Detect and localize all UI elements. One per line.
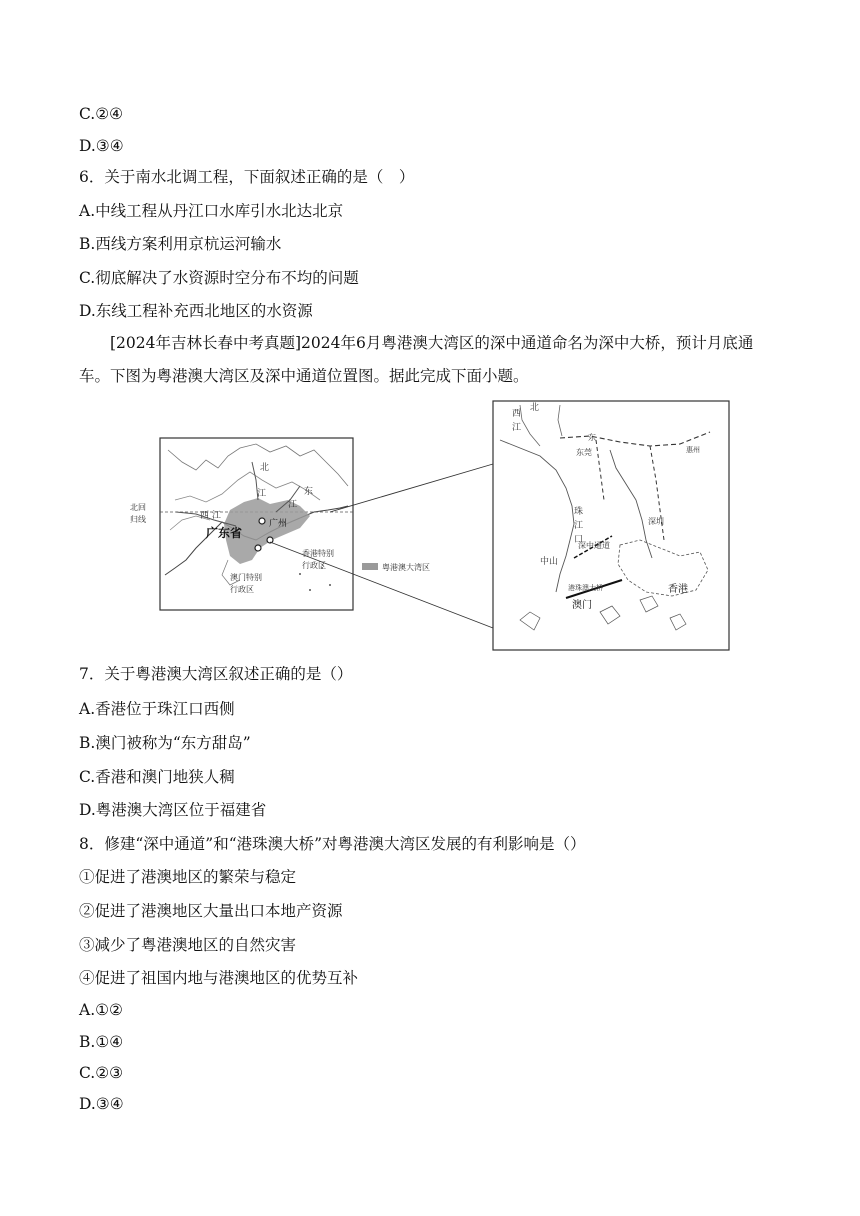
q8-option-d: D.③④ bbox=[79, 1095, 124, 1113]
rm-hongkong-label: 香港 bbox=[668, 584, 688, 595]
rm-shenzhen-label: 深圳 bbox=[648, 517, 664, 526]
rm-dong-label: 东 bbox=[588, 433, 596, 442]
rm-huizhou-label: 惠州 bbox=[686, 446, 700, 454]
q6-stem: 6．关于南水北调工程，下面叙述正确的是（ ） bbox=[79, 168, 415, 186]
rm-zhujiangkou-2: 江 bbox=[574, 521, 584, 531]
rm-dongguan-label: 东莞 bbox=[576, 448, 592, 457]
rm-jiang-label: 江 bbox=[512, 423, 522, 433]
connector-line-top bbox=[330, 464, 493, 512]
rm-macau-label: 澳门 bbox=[572, 600, 592, 611]
macau-label-2: 行政区 bbox=[230, 585, 254, 594]
rm-zhongshan-label: 中山 bbox=[540, 557, 559, 567]
q8-item-2: ②促进了港澳地区大量出口本地产资源 bbox=[79, 902, 343, 920]
hk-label-1: 香港特别 bbox=[302, 549, 334, 558]
legend-swatch bbox=[362, 563, 378, 570]
q8-item-4: ④促进了祖国内地与港澳地区的优势互补 bbox=[79, 969, 359, 987]
q7-option-a: A.香港位于珠江口西侧 bbox=[79, 700, 235, 718]
tropic-label-2: 归线 bbox=[130, 515, 146, 524]
q8-item-1: ①促进了港澳地区的繁荣与稳定 bbox=[79, 868, 297, 886]
q8-item-3: ③减少了粤港澳地区的自然灾害 bbox=[79, 936, 297, 954]
rm-bei-label: 北 bbox=[530, 403, 540, 413]
q8-stem: 8．修建“深中通道”和“港珠澳大桥”对粤港澳大湾区发展的有利影响是（） bbox=[79, 835, 586, 853]
macau-label-1: 澳门特别 bbox=[230, 573, 262, 582]
q8-option-a: A.①② bbox=[79, 1001, 123, 1019]
beijiang-label-2: 江 bbox=[257, 489, 267, 499]
q8-option-b: B.①④ bbox=[79, 1033, 124, 1051]
q5-option-c: C.②④ bbox=[79, 105, 124, 123]
q8-option-c: C.②③ bbox=[79, 1064, 124, 1082]
beijiang-label-1: 北 bbox=[260, 463, 270, 473]
q6-option-b: B.西线方案利用京杭运河输水 bbox=[79, 235, 282, 253]
q6-option-a: A.中线工程从丹江口水库引水北达北京 bbox=[79, 202, 344, 220]
q7-option-d: D.粤港澳大湾区位于福建省 bbox=[79, 801, 267, 819]
q6-option-d: D.东线工程补充西北地区的水资源 bbox=[79, 302, 313, 320]
q7-option-c: C.香港和澳门地狭人稠 bbox=[79, 768, 235, 786]
rm-zhujiangkou-3: 口 bbox=[574, 535, 584, 545]
right-map bbox=[493, 401, 729, 650]
tropic-label-1: 北回 bbox=[130, 503, 146, 512]
rm-zhujiangkou-1: 珠 bbox=[574, 507, 584, 517]
rm-bridge-label: 港珠澳大桥 bbox=[568, 584, 603, 592]
dongjiang-label-1: 东 bbox=[304, 487, 314, 497]
xijiang-label: 西 江 bbox=[200, 511, 221, 521]
hk-label-2: 行政区 bbox=[302, 561, 326, 570]
intro-text: [2024年吉林长春中考真题]2024年6月粤港澳大湾区的深中通道命名为深中大桥，预计月底通车。下图为粤港澳大湾区及深中通道位置图。据此完成下面小题。 bbox=[79, 334, 754, 385]
legend-label: 粤港澳大湾区 bbox=[382, 563, 430, 572]
city-label: 广州 bbox=[269, 519, 288, 529]
left-map bbox=[130, 438, 430, 610]
q7-stem: 7．关于粤港澳大湾区叙述正确的是（） bbox=[79, 665, 353, 683]
q7-option-b: B.澳门被称为“东方甜岛” bbox=[79, 734, 251, 752]
rm-tunnel-label: 深中通道 bbox=[578, 541, 610, 550]
province-label: 广东省 bbox=[206, 526, 243, 540]
q6-option-c: C.彻底解决了水资源时空分布不均的问题 bbox=[79, 269, 359, 287]
rm-xi-label: 西 bbox=[512, 409, 522, 419]
q5-option-d: D.③④ bbox=[79, 137, 124, 155]
dongjiang-label-2: 江 bbox=[288, 500, 298, 510]
